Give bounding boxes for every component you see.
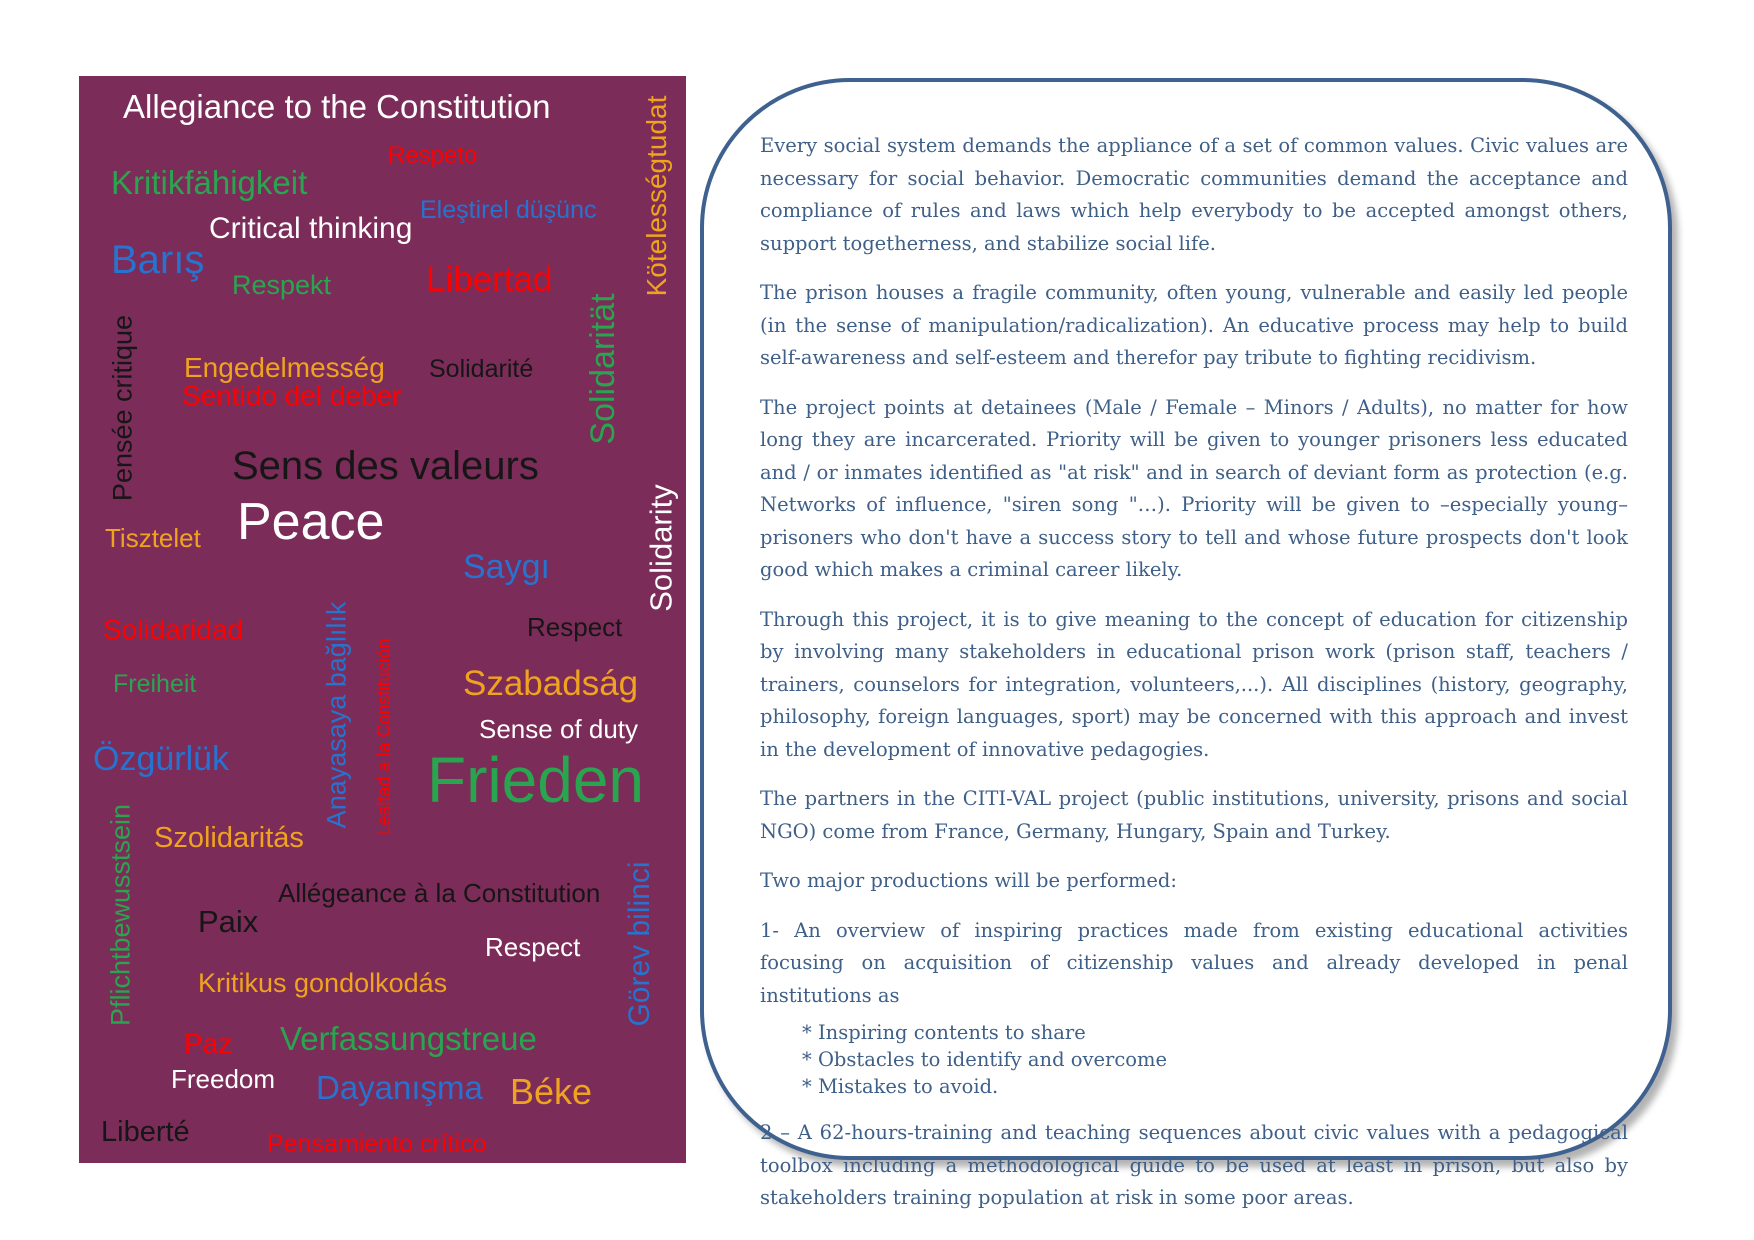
bullet-line: * Obstacles to identify and overcome <box>802 1048 1168 1071</box>
paragraph: The project points at detainees (Male / Female – Minors / Adults), no matter for how long they are incarcerated. Priority will be given to younger prisoners less educated and / or inmates identified as "at risk" and in search of deviant form as protection (e.g. Networks of influence, "siren song "…). Priority will be given to –especially young– prisoners who don't have a success story to tell and whose future prospects don't look good which makes a criminal career likely. <box>760 395 1628 581</box>
cloud-word: Allégeance à la Constitution <box>278 878 601 908</box>
cloud-word: Solidarität <box>584 293 622 445</box>
panel-text <box>760 130 1628 1215</box>
cloud-word: Anayasaya bağlılık <box>321 601 352 829</box>
cloud-word: Respeto <box>388 142 478 169</box>
cloud-word: Pensée critique <box>107 314 138 502</box>
cloud-word: Solidaridad <box>103 614 244 645</box>
cloud-word: Respekt <box>232 270 332 300</box>
cloud-word: Barış <box>111 238 205 282</box>
cloud-word: Respect <box>527 612 623 642</box>
cloud-word: Szolidaritás <box>154 822 304 854</box>
cloud-word: Engedelmesség <box>184 352 385 383</box>
cloud-word: Kritikus gondolkodás <box>198 968 448 998</box>
cloud-word: Critical thinking <box>209 212 413 245</box>
bullet-line: * Mistakes to avoid. <box>802 1075 999 1098</box>
cloud-word: Szabadság <box>463 664 639 703</box>
paragraph: 2 – A 62-hours-training and teaching sequences about civic values with a pedagogical toolbox including a methodological guide to be used at least in prison, but also by stakeholders training population at risk in some poor areas. <box>760 1121 1628 1209</box>
cloud-word: Paix <box>198 904 259 939</box>
cloud-word: Freiheit <box>113 670 197 698</box>
paragraph: Every social system demands the appliance of a set of common values. Civic values are necessary for social behavior. Democratic communities demand the acceptance and compliance of rules and laws which help everybody to be accepted amongst others, support togetherness, and stabilize social life. <box>760 134 1628 255</box>
cloud-word: Sens des valeurs <box>232 444 539 488</box>
paragraph: 1- An overview of inspiring practices made from existing educational activities focusing on acquisition of citizenship values and already developed in penal institutions as <box>760 918 1628 1007</box>
cloud-word: Kötelességtudat <box>641 95 672 297</box>
cloud-word: Özgürlük <box>93 740 230 778</box>
paragraph: The prison houses a fragile community, often young, vulnerable and easily led people (in the sense of manipulation/radicalization). An educative process may help to build self-awareness and self-esteem and therefor pay tribute to fighting recidivism. <box>760 281 1628 369</box>
cloud-word: Pensamiento crítico <box>267 1130 487 1158</box>
bullet-list <box>760 1019 1628 1100</box>
cloud-word: Frieden <box>427 744 644 816</box>
cloud-word: Dayanışma <box>316 1069 483 1106</box>
project-description-panel <box>700 78 1672 1209</box>
cloud-word: Respect <box>485 932 581 962</box>
cloud-word: Eleştirel düşünc <box>420 196 597 224</box>
paragraph: Two major productions will be performed: <box>760 869 1177 892</box>
cloud-word: Paz <box>184 1028 233 1059</box>
cloud-word: Béke <box>510 1071 593 1112</box>
cloud-word: Liberté <box>101 1116 190 1148</box>
cloud-word: Lealtad a la Constitución <box>374 638 394 836</box>
cloud-word: Peace <box>237 493 385 551</box>
civic-values-word-cloud <box>79 76 686 1163</box>
bullet-line: * Inspiring contents to share <box>802 1021 1086 1044</box>
cloud-word: Görev bilinci <box>623 861 656 1027</box>
cloud-word: Verfassungstreue <box>280 1020 537 1057</box>
cloud-word: Sense of duty <box>479 714 638 744</box>
cloud-word: Tisztelet <box>105 523 201 553</box>
paragraph: The partners in the CITI-VAL project (public institutions, university, prisons and social NGO) come from France, Germany, Hungary, Spain and Turkey. <box>760 787 1628 843</box>
cloud-word: Solidarité <box>429 355 534 383</box>
cloud-word: Allegiance to the Constitution <box>123 88 551 125</box>
cloud-word: Kritikfähigkeit <box>111 164 308 201</box>
cloud-word: Saygı <box>463 548 550 586</box>
paragraph: Through this project, it is to give meaning to the concept of education for citizenship by involving many stakeholders in educational prison work (prison staff, teachers / trainers, counselors for integration, volunteers,...). All disciplines (history, geography, philosophy, foreign languages, sport) may be concerned with this approach and invest in the development of innovative pedagogies. <box>760 607 1628 761</box>
cloud-word: Freedom <box>171 1064 276 1094</box>
cloud-word: Pflichtbewusstsein <box>105 803 136 1027</box>
cloud-word: Sentido del deber <box>182 380 402 411</box>
cloud-word: Libertad <box>426 260 553 299</box>
cloud-word: Solidarity <box>643 484 679 612</box>
